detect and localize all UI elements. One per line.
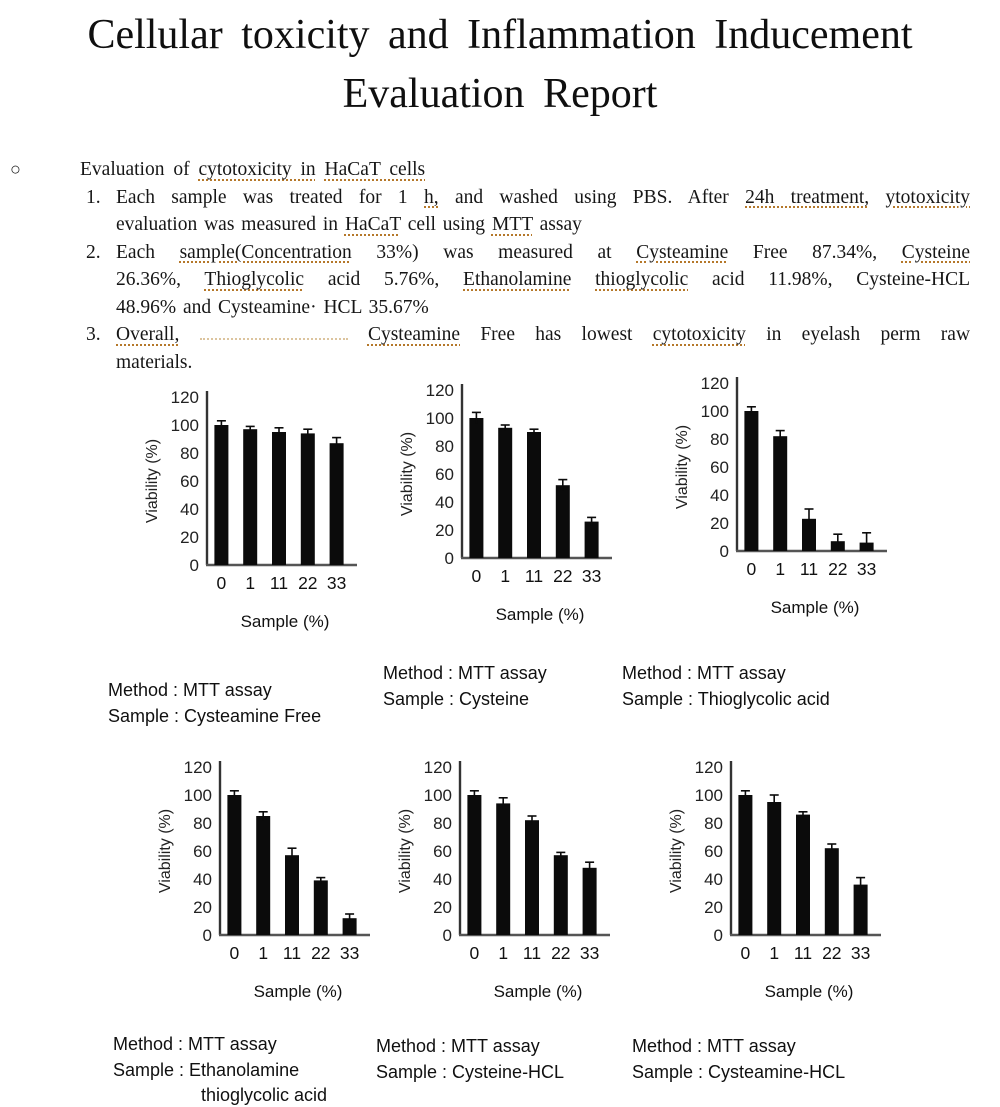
chart-caption-thioglycolic-acid (622, 661, 830, 712)
bar (227, 795, 241, 935)
text-run: cell using (407, 214, 486, 235)
bar (301, 433, 315, 565)
bar (554, 855, 568, 935)
list-item-lines (116, 239, 970, 322)
spellcheck-underlined-text: Overall, (116, 324, 180, 345)
y-tick-label: 80 (180, 444, 199, 463)
y-tick-label: 20 (180, 528, 199, 547)
x-tick-label: 33 (581, 566, 602, 586)
text-line (116, 211, 970, 239)
spellcheck-underlined-text: 24h treatment, (745, 186, 870, 208)
y-tick-label: 100 (694, 786, 723, 805)
list-item-number: 2. (86, 241, 101, 263)
x-tick-label: 0 (471, 566, 482, 586)
text-line (116, 239, 970, 267)
text-run: acid 5.76%, (327, 269, 440, 290)
x-tick-label: 0 (229, 943, 240, 963)
x-tick-label: 0 (740, 943, 751, 963)
x-tick-label: 0 (746, 559, 757, 579)
bar (527, 432, 541, 558)
x-tick-label: 22 (551, 943, 571, 963)
spellcheck-underlined-text: Cysteine (901, 241, 970, 263)
y-tick-label: 80 (193, 814, 212, 833)
x-tick-label: 33 (850, 943, 871, 963)
spellcheck-underlined-text: Ethanolamine (463, 269, 572, 290)
y-axis-title: Viability (%) (157, 808, 174, 894)
y-tick-label: 100 (423, 786, 452, 805)
bar-chart-svg (663, 753, 893, 1005)
chart-caption-cysteine (383, 661, 547, 712)
text-line (116, 294, 970, 322)
x-tick-label: 0 (469, 943, 480, 963)
y-axis-title: Viability (%) (399, 431, 416, 517)
y-tick-label: 120 (170, 388, 199, 407)
x-tick-label: 1 (498, 943, 509, 963)
chart-caption-cysteine-hcl (376, 1034, 564, 1085)
erased-text-gap (200, 335, 348, 340)
caption-method-line: Method : MTT assay (113, 1034, 277, 1054)
x-tick-label: 22 (822, 943, 842, 963)
y-tick-label: 20 (710, 514, 729, 533)
y-tick-label: 20 (193, 898, 212, 917)
circle-bullet-icon: ○ (10, 159, 21, 179)
x-tick-label: 22 (828, 559, 848, 579)
x-tick-label: 1 (500, 566, 511, 586)
list-item-lines (116, 184, 970, 239)
viability-chart-cysteamine-hcl (663, 753, 893, 1005)
y-tick-label: 40 (433, 870, 452, 889)
bar (525, 820, 539, 935)
y-axis-title: Viability (%) (668, 808, 685, 894)
report-title-line2: Evaluation Report (342, 71, 658, 117)
text-run: Each sample was treated for 1 (116, 186, 408, 208)
y-tick-label: 0 (444, 549, 454, 568)
bar (496, 803, 510, 935)
spellcheck-underlined-text: Thioglycolic (204, 269, 305, 290)
list-item (86, 321, 970, 376)
y-axis-title: Viability (%) (674, 424, 691, 510)
caption-method-line: Method : MTT assay (383, 663, 547, 683)
chart-caption-cysteamine-free (108, 678, 321, 729)
bar (214, 425, 228, 565)
x-tick-label: 11 (799, 559, 819, 579)
x-tick-label: 22 (311, 943, 331, 963)
bar (773, 436, 787, 551)
list-item (86, 239, 970, 322)
x-tick-label: 11 (524, 566, 544, 586)
y-tick-label: 80 (710, 430, 729, 449)
bar-chart-svg (152, 753, 382, 1005)
x-axis-title: Sample (%) (493, 982, 583, 1001)
y-tick-label: 40 (435, 493, 454, 512)
caption-sample-line: Sample : Cysteamine Free (108, 705, 322, 726)
bar (469, 418, 483, 558)
y-tick-label: 0 (713, 926, 723, 945)
text-line (116, 321, 970, 349)
caption-method-line: Method : MTT assay (632, 1036, 796, 1056)
y-tick-label: 100 (183, 786, 212, 805)
text-run: Free 87.34%, (752, 241, 878, 263)
y-axis-title: Viability (%) (397, 808, 414, 894)
x-tick-label: 11 (793, 943, 813, 963)
viability-chart-ethanolamine-thioglycolic-acid (152, 753, 382, 1005)
spellcheck-underlined-text: h, (424, 186, 439, 208)
text-run: assay (539, 214, 582, 235)
y-tick-label: 20 (704, 898, 723, 917)
y-tick-label: 80 (435, 437, 454, 456)
y-tick-label: 120 (694, 758, 723, 777)
spellcheck-underlined-text: sample(Concentration (179, 241, 352, 263)
x-tick-label: 1 (258, 943, 269, 963)
text-run: in eyelash perm raw (766, 324, 970, 345)
y-tick-label: 0 (189, 556, 199, 575)
body-text (8, 156, 970, 376)
caption-sample-line: Sample : Cysteine (383, 688, 530, 709)
bar (854, 885, 868, 935)
text-run: acid 11.98%, Cysteine-HCL (712, 269, 970, 290)
text-run: 48.96% and Cysteamine· HCL 35.67% (116, 296, 429, 318)
text-run: materials. (116, 351, 193, 373)
text-run: Free has lowest (480, 324, 633, 345)
x-axis-title: Sample (%) (495, 605, 585, 624)
x-tick-label: 33 (579, 943, 600, 963)
caption-method-line: Method : MTT assay (108, 680, 272, 700)
text-line (116, 184, 970, 212)
text-run: Each (116, 241, 155, 263)
chart-caption-cysteamine-hcl (632, 1034, 845, 1085)
y-tick-label: 120 (700, 374, 729, 393)
y-tick-label: 100 (170, 416, 199, 435)
caption-method-line: Method : MTT assay (376, 1036, 540, 1056)
caption-sample-line: thioglycolic acid (201, 1085, 328, 1105)
x-tick-label: 33 (326, 573, 347, 593)
x-axis-title: Sample (%) (240, 612, 330, 631)
x-tick-label: 11 (269, 573, 289, 593)
caption-sample-line: Sample : Cysteamine-HCL (632, 1061, 846, 1082)
y-tick-label: 0 (202, 926, 212, 945)
y-tick-label: 20 (433, 898, 452, 917)
x-tick-label: 1 (245, 573, 256, 593)
y-tick-label: 60 (704, 842, 723, 861)
caption-sample-line: Sample : Thioglycolic acid (622, 688, 830, 709)
bar (796, 815, 810, 935)
bar (272, 432, 286, 565)
chart-caption-ethanolamine-thioglycolic-acid (113, 1032, 327, 1107)
spellcheck-underlined-text: Cysteamine (636, 241, 729, 263)
spellcheck-underlined-text: Cysteamine (367, 324, 461, 345)
bar (330, 443, 344, 565)
caption-method-line: Method : MTT assay (622, 663, 786, 683)
y-tick-label: 20 (435, 521, 454, 540)
text-run: and washed using PBS. After (454, 186, 729, 208)
bar-chart-svg (392, 753, 622, 1005)
bar (825, 848, 839, 935)
spellcheck-underlined-text: cytotoxicity (652, 324, 746, 345)
spellcheck-underlined-text: MTT (491, 214, 533, 235)
bar (556, 485, 570, 558)
spellcheck-underlined-text: ytotoxicity (885, 186, 970, 208)
x-tick-label: 22 (298, 573, 318, 593)
caption-sample-line: Sample : Cysteine-HCL (376, 1061, 565, 1082)
x-axis-title: Sample (%) (770, 598, 860, 617)
y-tick-label: 60 (193, 842, 212, 861)
bar-chart-svg (139, 383, 369, 635)
bar (585, 522, 599, 558)
x-axis-title: Sample (%) (253, 982, 343, 1001)
y-tick-label: 60 (180, 472, 199, 491)
x-tick-label: 1 (775, 559, 786, 579)
text-run: evaluation was measured in (116, 214, 339, 235)
section-heading-row (8, 156, 970, 184)
y-tick-label: 0 (719, 542, 729, 561)
y-tick-label: 40 (180, 500, 199, 519)
y-tick-label: 60 (433, 842, 452, 861)
bar (767, 802, 781, 935)
bar (285, 855, 299, 935)
numbered-list (8, 184, 970, 377)
bar (243, 429, 257, 565)
x-tick-label: 33 (856, 559, 877, 579)
viability-chart-cysteine (394, 376, 624, 628)
text-run: Evaluation of (80, 159, 190, 180)
x-tick-label: 1 (769, 943, 780, 963)
section-heading (80, 156, 970, 184)
y-tick-label: 40 (193, 870, 212, 889)
viability-chart-cysteine-hcl (392, 753, 622, 1005)
y-tick-label: 40 (704, 870, 723, 889)
spellcheck-underlined-text: HaCaT cells (324, 159, 426, 180)
viability-chart-thioglycolic-acid (669, 369, 899, 621)
bar (467, 795, 481, 935)
y-tick-label: 120 (425, 381, 454, 400)
x-axis-title: Sample (%) (764, 982, 854, 1001)
list-item-number: 3. (86, 324, 101, 345)
viability-chart-cysteamine-free (139, 383, 369, 635)
x-tick-label: 0 (216, 573, 227, 593)
y-tick-label: 60 (710, 458, 729, 477)
spellcheck-underlined-text: cytotoxicity in (198, 159, 316, 180)
x-tick-label: 11 (522, 943, 542, 963)
list-item-lines (116, 321, 970, 376)
y-tick-label: 120 (423, 758, 452, 777)
bar (583, 868, 597, 935)
y-tick-label: 120 (183, 758, 212, 777)
caption-sample-line: Sample : Ethanolamine (113, 1059, 300, 1080)
bar (314, 880, 328, 935)
bar-chart-svg (394, 376, 624, 628)
text-run: 26.36%, (116, 269, 181, 290)
y-tick-label: 0 (442, 926, 452, 945)
y-tick-label: 60 (435, 465, 454, 484)
bar (738, 795, 752, 935)
text-line (116, 266, 970, 294)
spellcheck-underlined-text: thioglycolic (595, 269, 689, 290)
y-tick-label: 80 (433, 814, 452, 833)
list-item-number: 1. (86, 186, 101, 208)
y-tick-label: 100 (425, 409, 454, 428)
list-item (86, 184, 970, 239)
bar-chart-svg (669, 369, 899, 621)
y-axis-title: Viability (%) (144, 438, 161, 524)
y-tick-label: 40 (710, 486, 729, 505)
bar (256, 816, 270, 935)
x-tick-label: 33 (339, 943, 360, 963)
bar (498, 428, 512, 558)
spellcheck-underlined-text: HaCaT (344, 214, 401, 235)
x-tick-label: 22 (553, 566, 573, 586)
y-tick-label: 80 (704, 814, 723, 833)
y-tick-label: 100 (700, 402, 729, 421)
report-title (0, 6, 1000, 124)
text-run: 33%) was measured at (376, 241, 612, 263)
x-tick-label: 11 (282, 943, 302, 963)
bar (744, 411, 758, 551)
report-title-line1: Cellular toxicity and Inflammation Inducement (87, 12, 913, 58)
